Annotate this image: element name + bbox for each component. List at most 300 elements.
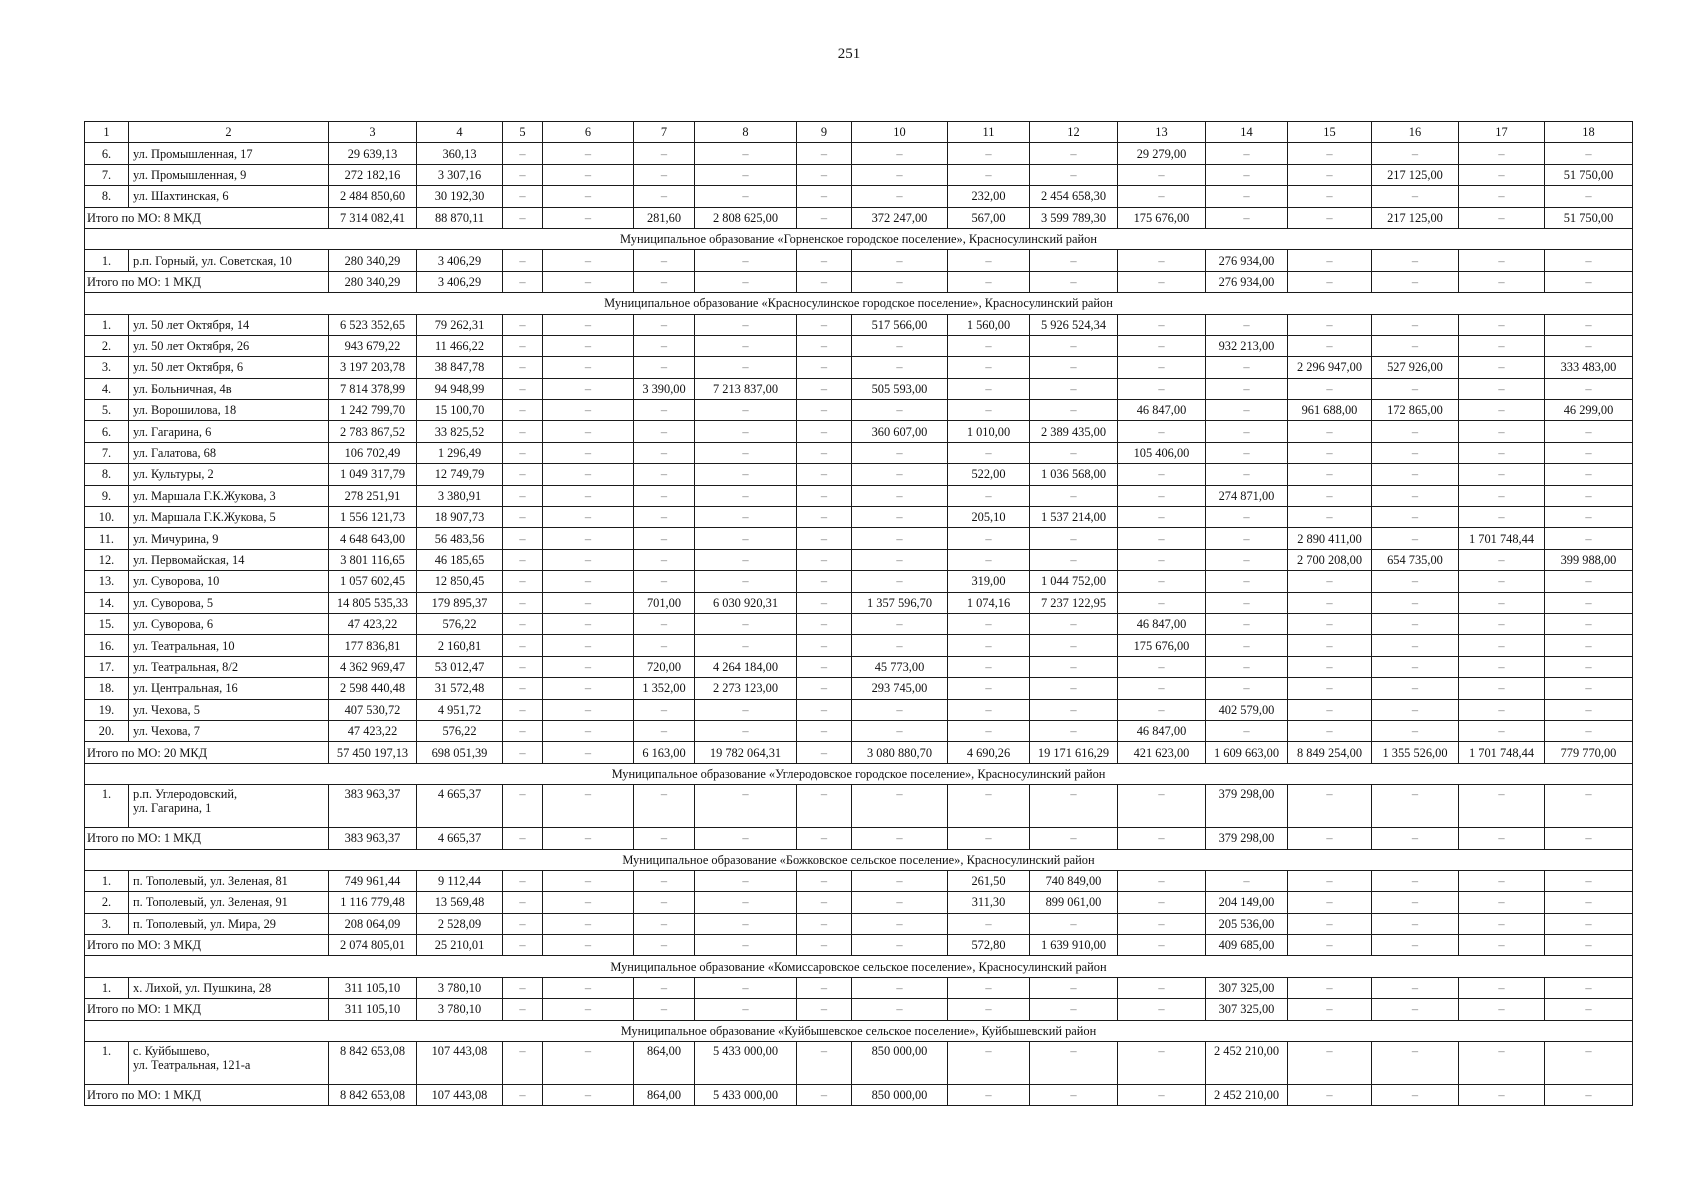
building-row [85, 699, 1633, 720]
amount-cell: – [948, 400, 1030, 421]
amount-cell: – [1118, 892, 1206, 913]
column-number-cell: 11 [948, 122, 1030, 143]
amount-cell: – [1206, 207, 1288, 228]
amount-cell: 261,50 [948, 870, 1030, 891]
amount-cell: 3 080 880,70 [852, 742, 948, 763]
total-label: Итого по МО: 1 МКД [85, 271, 329, 292]
amount-cell: 4 362 969,47 [329, 656, 417, 677]
building-row [85, 977, 1633, 998]
amount-cell: – [852, 571, 948, 592]
building-row [85, 335, 1633, 356]
amount-cell: – [503, 592, 543, 613]
amount-cell: – [503, 528, 543, 549]
amount-cell: 333 483,00 [1545, 357, 1633, 378]
amount-cell: – [695, 143, 797, 164]
amount-cell: – [1288, 207, 1372, 228]
amount-cell: 46 847,00 [1118, 613, 1206, 634]
amount-cell: – [1118, 507, 1206, 528]
amount-cell: – [797, 892, 852, 913]
amount-cell: – [1288, 571, 1372, 592]
amount-cell: – [695, 507, 797, 528]
amount-cell: 274 871,00 [1206, 485, 1288, 506]
amount-cell: – [1545, 870, 1633, 891]
amount-cell: – [797, 271, 852, 292]
amount-cell: – [695, 485, 797, 506]
amount-cell: – [1545, 656, 1633, 677]
amount-cell: – [543, 507, 634, 528]
amount-cell: – [1118, 656, 1206, 677]
amount-cell: 45 773,00 [852, 656, 948, 677]
row-number: 6. [85, 421, 129, 442]
amount-cell: – [1030, 378, 1118, 399]
amount-cell: – [1206, 164, 1288, 185]
amount-cell: – [852, 464, 948, 485]
amount-cell: – [852, 549, 948, 570]
amount-cell: 1 609 663,00 [1206, 742, 1288, 763]
amount-cell: – [1288, 507, 1372, 528]
amount-cell: – [1206, 378, 1288, 399]
amount-cell: 1 701 748,44 [1459, 528, 1545, 549]
amount-cell: 1 116 779,48 [329, 892, 417, 913]
amount-cell: – [543, 571, 634, 592]
row-number: 20. [85, 720, 129, 741]
amount-cell: 6 030 920,31 [695, 592, 797, 613]
building-row [85, 164, 1633, 185]
amount-cell: 31 572,48 [417, 678, 503, 699]
amount-cell: – [797, 485, 852, 506]
amount-cell: – [948, 720, 1030, 741]
amount-cell: 1 537 214,00 [1030, 507, 1118, 528]
amount-cell: – [1459, 549, 1545, 570]
building-row [85, 720, 1633, 741]
amount-cell: – [797, 656, 852, 677]
amount-cell: – [543, 250, 634, 271]
amount-cell: – [797, 164, 852, 185]
amount-cell: 850 000,00 [852, 1042, 948, 1085]
row-number: 8. [85, 186, 129, 207]
amount-cell: 15 100,70 [417, 400, 503, 421]
row-number: 13. [85, 571, 129, 592]
amount-cell: – [1459, 464, 1545, 485]
row-number: 1. [85, 250, 129, 271]
amount-cell: – [1288, 699, 1372, 720]
amount-cell: – [1459, 1085, 1545, 1106]
building-address: ул. 50 лет Октября, 26 [129, 335, 329, 356]
amount-cell: – [1118, 1085, 1206, 1106]
amount-cell: – [503, 613, 543, 634]
amount-cell: – [1030, 335, 1118, 356]
amount-cell: – [1545, 335, 1633, 356]
row-number: 12. [85, 549, 129, 570]
amount-cell: 654 735,00 [1372, 549, 1459, 570]
amount-cell: – [1372, 571, 1459, 592]
amount-cell: – [1545, 720, 1633, 741]
building-address: ул. Культуры, 2 [129, 464, 329, 485]
amount-cell: – [1288, 314, 1372, 335]
amount-cell: – [797, 528, 852, 549]
amount-cell: – [797, 507, 852, 528]
amount-cell: – [503, 571, 543, 592]
amount-cell: – [634, 464, 695, 485]
amount-cell: 567,00 [948, 207, 1030, 228]
row-number: 1. [85, 1042, 129, 1085]
amount-cell: – [1372, 977, 1459, 998]
amount-cell: – [1459, 785, 1545, 828]
municipality-title: Муниципальное образование «Божковское сельское поселение», Красносулинский район [85, 849, 1633, 870]
amount-cell: 12 850,45 [417, 571, 503, 592]
amount-cell: – [503, 892, 543, 913]
building-row [85, 678, 1633, 699]
amount-cell: – [503, 250, 543, 271]
amount-cell: 379 298,00 [1206, 828, 1288, 849]
building-address: ул. Мичурина, 9 [129, 528, 329, 549]
amount-cell: 280 340,29 [329, 271, 417, 292]
amount-cell: – [852, 271, 948, 292]
building-address: ул. Больничная, 4в [129, 378, 329, 399]
amount-cell: 53 012,47 [417, 656, 503, 677]
amount-cell: 2 484 850,60 [329, 186, 417, 207]
amount-cell: 1 057 602,45 [329, 571, 417, 592]
amount-cell: – [1288, 421, 1372, 442]
building-row [85, 870, 1633, 891]
amount-cell: – [797, 335, 852, 356]
amount-cell: – [1545, 314, 1633, 335]
amount-cell: – [797, 678, 852, 699]
amount-cell: – [948, 613, 1030, 634]
column-number-cell: 12 [1030, 122, 1118, 143]
amount-cell: – [543, 870, 634, 891]
amount-cell: 311,30 [948, 892, 1030, 913]
amount-cell: – [852, 143, 948, 164]
amount-cell: – [948, 1042, 1030, 1085]
amount-cell: 2 454 658,30 [1030, 186, 1118, 207]
amount-cell: – [543, 528, 634, 549]
amount-cell: – [1206, 143, 1288, 164]
column-number-row [85, 122, 1633, 143]
amount-cell: – [543, 442, 634, 463]
amount-cell: 2 528,09 [417, 913, 503, 934]
amount-cell: – [634, 400, 695, 421]
amount-cell: 2 890 411,00 [1288, 528, 1372, 549]
column-number-cell: 14 [1206, 122, 1288, 143]
amount-cell: – [695, 335, 797, 356]
amount-cell: – [1545, 892, 1633, 913]
amount-cell: 379 298,00 [1206, 785, 1288, 828]
amount-cell: – [1030, 913, 1118, 934]
amount-cell: – [1545, 785, 1633, 828]
amount-cell: – [1118, 1042, 1206, 1085]
amount-cell: 46 299,00 [1545, 400, 1633, 421]
column-number-cell: 13 [1118, 122, 1206, 143]
amount-cell: 3 780,10 [417, 999, 503, 1020]
amount-cell: – [634, 635, 695, 656]
amount-cell: – [797, 464, 852, 485]
column-number-cell: 17 [1459, 122, 1545, 143]
amount-cell: 311 105,10 [329, 999, 417, 1020]
amount-cell: – [1206, 421, 1288, 442]
amount-cell: – [1459, 720, 1545, 741]
building-address: р.п. Углеродовский, ул. Гагарина, 1 [129, 785, 329, 828]
amount-cell: – [634, 870, 695, 891]
amount-cell: – [1288, 164, 1372, 185]
amount-cell: – [1372, 913, 1459, 934]
amount-cell: – [797, 699, 852, 720]
amount-cell: 205,10 [948, 507, 1030, 528]
amount-cell: – [852, 186, 948, 207]
amount-cell: – [1118, 549, 1206, 570]
amount-cell: – [1459, 892, 1545, 913]
column-number-cell: 18 [1545, 122, 1633, 143]
amount-cell: 4 665,37 [417, 828, 503, 849]
amount-cell: 217 125,00 [1372, 207, 1459, 228]
amount-cell: 701,00 [634, 592, 695, 613]
amount-cell: – [1459, 592, 1545, 613]
amount-cell: – [797, 635, 852, 656]
amount-cell: – [852, 935, 948, 956]
amount-cell: 522,00 [948, 464, 1030, 485]
amount-cell: – [543, 699, 634, 720]
amount-cell: 7 237 122,95 [1030, 592, 1118, 613]
amount-cell: 19 171 616,29 [1030, 742, 1118, 763]
amount-cell: – [695, 870, 797, 891]
amount-cell: – [797, 785, 852, 828]
amount-cell: 6 523 352,65 [329, 314, 417, 335]
amount-cell: – [797, 250, 852, 271]
amount-cell: 5 926 524,34 [1030, 314, 1118, 335]
amount-cell: – [948, 549, 1030, 570]
amount-cell: 2 598 440,48 [329, 678, 417, 699]
column-number-cell: 3 [329, 122, 417, 143]
amount-cell: – [1372, 421, 1459, 442]
amount-cell: – [1372, 892, 1459, 913]
amount-cell: 864,00 [634, 1042, 695, 1085]
amount-cell: – [1459, 635, 1545, 656]
amount-cell: – [1372, 635, 1459, 656]
amount-cell: – [503, 1042, 543, 1085]
amount-cell: – [948, 977, 1030, 998]
amount-cell: – [503, 999, 543, 1020]
amount-cell: – [1288, 613, 1372, 634]
amount-cell: – [1459, 977, 1545, 998]
amount-cell: 1 074,16 [948, 592, 1030, 613]
amount-cell: – [797, 400, 852, 421]
amount-cell: 421 623,00 [1118, 742, 1206, 763]
amount-cell: – [852, 528, 948, 549]
amount-cell: – [1545, 442, 1633, 463]
amount-cell: – [852, 785, 948, 828]
amount-cell: 311 105,10 [329, 977, 417, 998]
amount-cell: – [1030, 720, 1118, 741]
amount-cell: – [1118, 828, 1206, 849]
building-row [85, 143, 1633, 164]
amount-cell: – [695, 699, 797, 720]
amount-cell: – [503, 378, 543, 399]
amount-cell: – [797, 592, 852, 613]
amount-cell: 3 307,16 [417, 164, 503, 185]
amount-cell: – [503, 357, 543, 378]
amount-cell: – [503, 742, 543, 763]
amount-cell: 402 579,00 [1206, 699, 1288, 720]
row-number: 2. [85, 335, 129, 356]
amount-cell: – [948, 999, 1030, 1020]
amount-cell: 293 745,00 [852, 678, 948, 699]
amount-cell: 175 676,00 [1118, 207, 1206, 228]
amount-cell: 179 895,37 [417, 592, 503, 613]
total-label: Итого по МО: 20 МКД [85, 742, 329, 763]
amount-cell: – [1459, 143, 1545, 164]
amount-cell: – [634, 442, 695, 463]
amount-cell: – [1030, 678, 1118, 699]
building-row [85, 250, 1633, 271]
amount-cell: 175 676,00 [1118, 635, 1206, 656]
amount-cell: – [634, 186, 695, 207]
amount-cell: – [1459, 421, 1545, 442]
amount-cell: 278 251,91 [329, 485, 417, 506]
amount-cell: – [503, 635, 543, 656]
amount-cell: – [1459, 870, 1545, 891]
amount-cell: – [1372, 935, 1459, 956]
column-number-cell: 8 [695, 122, 797, 143]
amount-cell: – [797, 935, 852, 956]
amount-cell: 6 163,00 [634, 742, 695, 763]
amount-cell: – [797, 828, 852, 849]
amount-cell: – [1545, 1042, 1633, 1085]
row-number: 17. [85, 656, 129, 677]
building-row [85, 785, 1633, 828]
amount-cell: – [634, 421, 695, 442]
amount-cell: – [1030, 635, 1118, 656]
municipality-total-row [85, 742, 1633, 763]
building-address: ул. Промышленная, 17 [129, 143, 329, 164]
amount-cell: – [1372, 442, 1459, 463]
amount-cell: 1 701 748,44 [1459, 742, 1545, 763]
amount-cell: – [1372, 528, 1459, 549]
amount-cell: 407 530,72 [329, 699, 417, 720]
amount-cell: – [503, 314, 543, 335]
amount-cell: – [1545, 678, 1633, 699]
municipality-header-row [85, 1020, 1633, 1041]
amount-cell: 2 296 947,00 [1288, 357, 1372, 378]
amount-cell: – [1459, 378, 1545, 399]
amount-cell: – [1030, 143, 1118, 164]
amount-cell: 7 314 082,41 [329, 207, 417, 228]
row-number: 1. [85, 870, 129, 891]
amount-cell: – [1118, 271, 1206, 292]
amount-cell: – [852, 613, 948, 634]
building-row [85, 421, 1633, 442]
amount-cell: 1 010,00 [948, 421, 1030, 442]
amount-cell: – [1545, 186, 1633, 207]
amount-cell: – [695, 464, 797, 485]
amount-cell: 79 262,31 [417, 314, 503, 335]
amount-cell: 3 406,29 [417, 271, 503, 292]
amount-cell: – [1372, 870, 1459, 891]
amount-cell: – [543, 485, 634, 506]
amount-cell: – [1118, 571, 1206, 592]
amount-cell: – [1030, 528, 1118, 549]
amount-cell: – [1288, 442, 1372, 463]
municipality-title: Муниципальное образование «Красносулинское городское поселение», Красносулинский район [85, 293, 1633, 314]
amount-cell: – [948, 828, 1030, 849]
amount-cell: 29 279,00 [1118, 143, 1206, 164]
amount-cell: – [503, 442, 543, 463]
amount-cell: – [1372, 485, 1459, 506]
amount-cell: – [948, 785, 1030, 828]
amount-cell: – [543, 314, 634, 335]
amount-cell: – [543, 720, 634, 741]
amount-cell: – [1459, 656, 1545, 677]
amount-cell: – [852, 357, 948, 378]
amount-cell: 2 452 210,00 [1206, 1085, 1288, 1106]
municipality-title: Муниципальное образование «Горненское городское поселение», Красносулинский район [85, 228, 1633, 249]
amount-cell: – [1372, 143, 1459, 164]
building-address: ул. Шахтинская, 6 [129, 186, 329, 207]
amount-cell: – [1459, 485, 1545, 506]
building-row [85, 378, 1633, 399]
amount-cell: – [695, 613, 797, 634]
row-number: 15. [85, 613, 129, 634]
amount-cell: – [543, 913, 634, 934]
amount-cell: 107 443,08 [417, 1085, 503, 1106]
row-number: 2. [85, 892, 129, 913]
amount-cell: – [948, 335, 1030, 356]
amount-cell: – [1372, 828, 1459, 849]
amount-cell: – [852, 913, 948, 934]
amount-cell: – [797, 913, 852, 934]
building-row [85, 613, 1633, 634]
amount-cell: 1 357 596,70 [852, 592, 948, 613]
amount-cell: – [1118, 164, 1206, 185]
amount-cell: – [1288, 1085, 1372, 1106]
amount-cell: – [1118, 421, 1206, 442]
amount-cell: – [543, 592, 634, 613]
amount-cell: – [1288, 186, 1372, 207]
amount-cell: – [797, 742, 852, 763]
amount-cell: – [1030, 828, 1118, 849]
building-address: р.п. Горный, ул. Советская, 10 [129, 250, 329, 271]
building-address: ул. Суворова, 10 [129, 571, 329, 592]
amount-cell: – [852, 485, 948, 506]
amount-cell: – [1545, 528, 1633, 549]
amount-cell: – [503, 271, 543, 292]
amount-cell: 932 213,00 [1206, 335, 1288, 356]
amount-cell: 5 433 000,00 [695, 1042, 797, 1085]
amount-cell: – [695, 785, 797, 828]
amount-cell: – [948, 528, 1030, 549]
amount-cell: 9 112,44 [417, 870, 503, 891]
amount-cell: – [695, 186, 797, 207]
amount-cell: 204 149,00 [1206, 892, 1288, 913]
amount-cell: – [1288, 592, 1372, 613]
amount-cell: – [1030, 357, 1118, 378]
amount-cell: – [543, 977, 634, 998]
amount-cell: – [1459, 250, 1545, 271]
amount-cell: 2 389 435,00 [1030, 421, 1118, 442]
amount-cell: 217 125,00 [1372, 164, 1459, 185]
amount-cell: 899 061,00 [1030, 892, 1118, 913]
amount-cell: 3 390,00 [634, 378, 695, 399]
amount-cell: – [948, 164, 1030, 185]
amount-cell: – [634, 314, 695, 335]
amount-cell: – [1206, 464, 1288, 485]
amount-cell: – [1030, 485, 1118, 506]
amount-cell: – [1030, 613, 1118, 634]
building-address: ул. 50 лет Октября, 14 [129, 314, 329, 335]
amount-cell: – [1459, 507, 1545, 528]
amount-cell: – [1206, 314, 1288, 335]
amount-cell: 3 197 203,78 [329, 357, 417, 378]
amount-cell: 517 566,00 [852, 314, 948, 335]
